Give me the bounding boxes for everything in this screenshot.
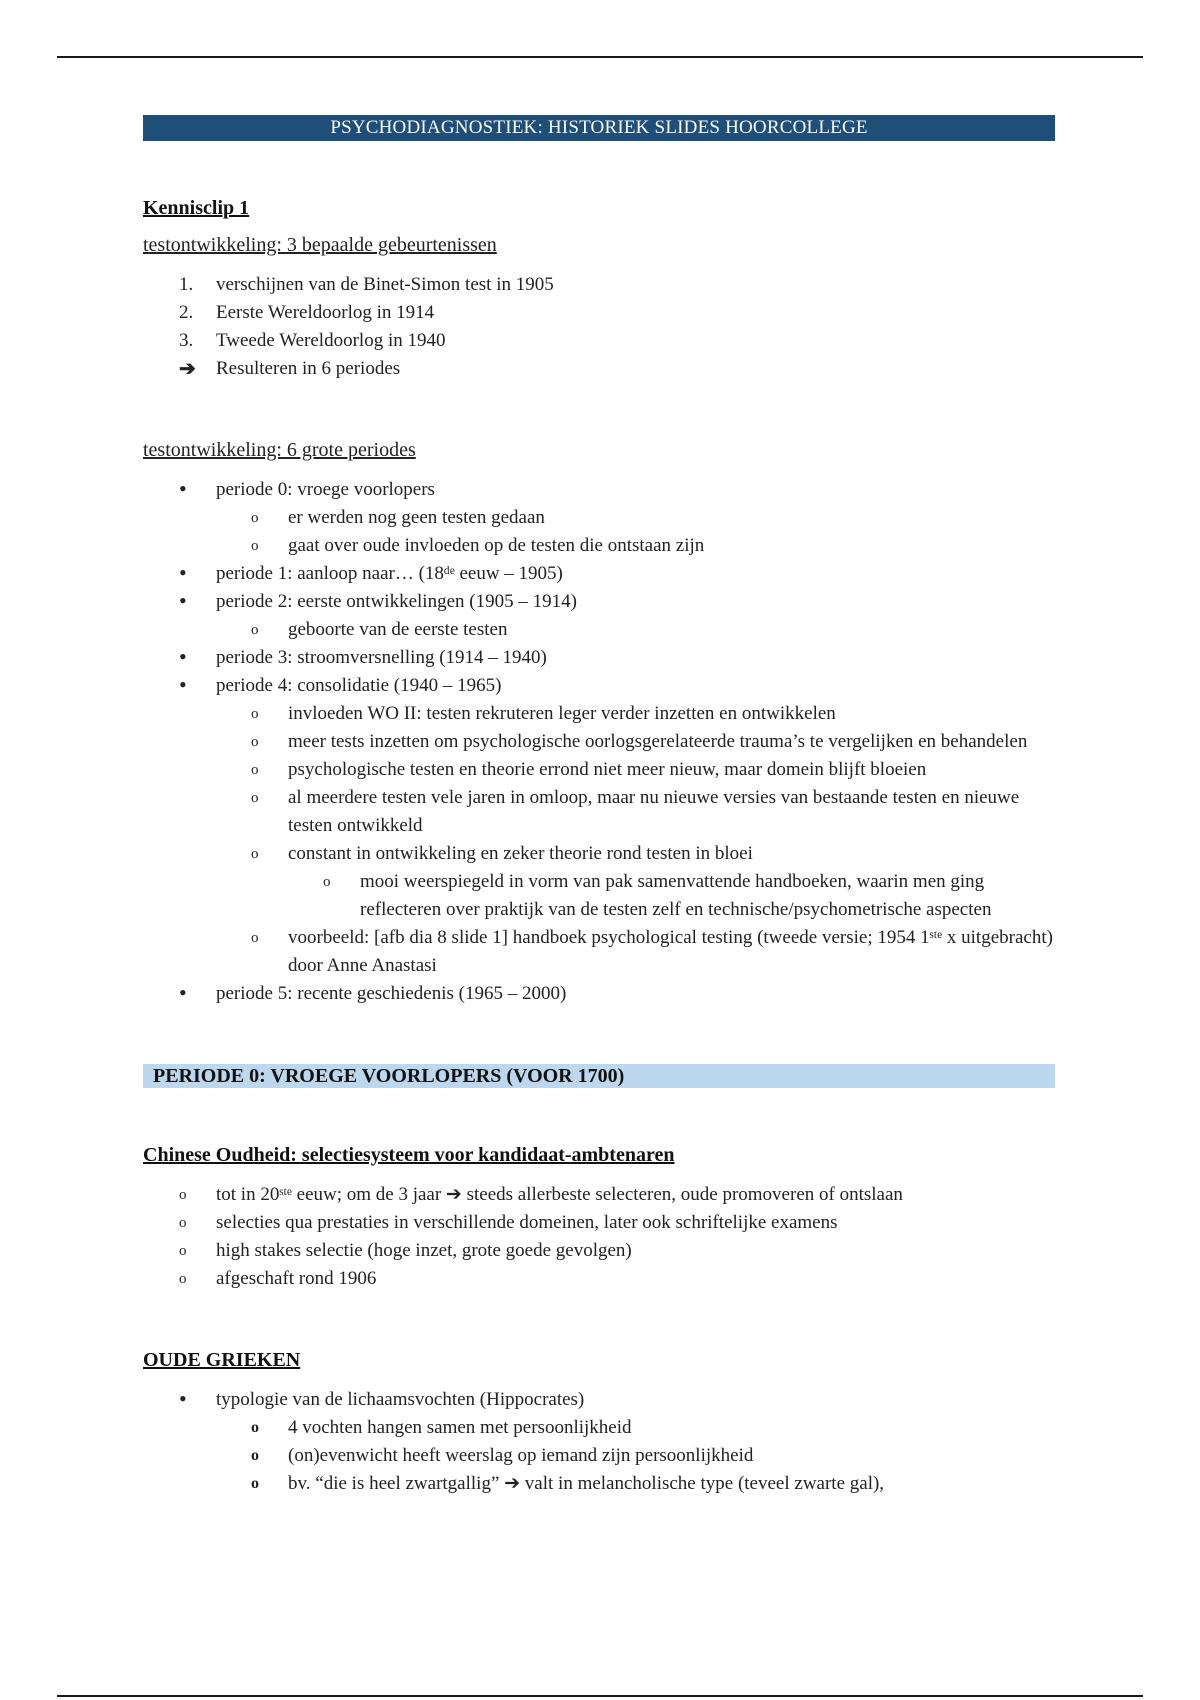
circle-bullet-icon: o (251, 538, 259, 554)
circle-bullet-icon: o (179, 1187, 187, 1203)
circle-bullet-icon: o (251, 790, 259, 806)
circle-bullet-icon: o (251, 1475, 259, 1492)
list-item: o (on)evenwicht heeft weerslag op iemand zijn persoonlijkheid (143, 1442, 1055, 1470)
periods-heading: testontwikkeling: 6 grote periodes (143, 439, 416, 461)
circle-bullet-icon: o (251, 846, 259, 862)
list-item: o al meerdere testen vele jaren in omloop, maar nu nieuwe versies van bestaande testen en nieuwe testen ontwikkeld (143, 784, 1055, 840)
circle-bullet-icon: o (251, 622, 259, 638)
grieken-list (143, 1386, 1055, 1498)
circle-bullet-icon: o (251, 510, 259, 526)
list-item: o er werden nog geen testen gedaan (143, 504, 1055, 532)
list-item: • periode 4: consolidatie (1940 – 1965) (179, 672, 502, 697)
list-item: o tot in 20ˢᵗᵉ eeuw; om de 3 jaar ➔ steeds allerbeste selecteren, oude promoveren of ontslaan (143, 1181, 1055, 1209)
top-rule (57, 56, 1143, 58)
list-item: • periode 1: aanloop naar… (18ᵈᵉ eeuw – 1905) (179, 560, 563, 585)
list-item: o geboorte van de eerste testen (143, 616, 1055, 644)
bullet-icon: • (179, 672, 187, 697)
list-item: o psychologische testen en theorie errond niet meer nieuw, maar domein blijft bloeien (143, 756, 1055, 784)
circle-bullet-icon: o (251, 734, 259, 750)
circle-bullet-icon: o (251, 930, 259, 946)
list-item: o meer tests inzetten om psychologische oorlogsgerelateerde trauma’s te vergelijken en behandelen (143, 728, 1055, 756)
list-item: o invloeden WO II: testen rekruteren leger verder inzetten en ontwikkelen (143, 700, 1055, 728)
circle-bullet-icon: o (179, 1243, 187, 1259)
periods-list (143, 476, 1055, 1008)
list-item: o voorbeeld: [afb dia 8 slide 1] handboek psychological testing (tweede versie; 1954 1ˢᵗᵉ x uitgebracht) door Anne Anastasi (143, 924, 1055, 980)
title-banner: PSYCHODIAGNOSTIEK: HISTORIEK SLIDES HOORCOLLEGE (143, 115, 1055, 141)
list-number: 3. (179, 330, 194, 351)
list-number: 2. (179, 302, 194, 323)
circle-bullet-icon: o (323, 874, 331, 890)
list-item: o constant in ontwikkeling en zeker theorie rond testen in bloei (143, 840, 1055, 868)
events-heading: testontwikkeling: 3 bepaalde gebeurtenissen (143, 234, 497, 256)
list-item: 3. Tweede Wereldoorlog in 1940 (143, 327, 1055, 355)
grieken-heading: OUDE GRIEKEN (143, 1349, 301, 1371)
chinese-list (143, 1181, 1055, 1293)
list-item: • typologie van de lichaamsvochten (Hippocrates) (179, 1386, 585, 1411)
list-number: 1. (179, 274, 194, 295)
chinese-heading: Chinese Oudheid: selectiesysteem voor kandidaat-ambtenaren (143, 1144, 675, 1166)
bullet-icon: • (179, 588, 187, 613)
circle-bullet-icon: o (251, 762, 259, 778)
periode0-banner: PERIODE 0: VROEGE VOORLOPERS (VOOR 1700) (143, 1064, 1055, 1088)
list-item: o gaat over oude invloeden op de testen die ontstaan zijn (143, 532, 1055, 560)
list-item: o bv. “die is heel zwartgallig” ➔ valt in melancholische type (teveel zwarte gal), (143, 1470, 1055, 1498)
bottom-rule (57, 1695, 1143, 1697)
bullet-icon: • (179, 476, 187, 501)
bullet-icon: • (179, 644, 187, 669)
list-item: • periode 5: recente geschiedenis (1965 – 2000) (179, 980, 567, 1005)
list-item: o selecties qua prestaties in verschillende domeinen, later ook schriftelijke examens (143, 1209, 1055, 1237)
list-item: o mooi weerspiegeld in vorm van pak samenvattende handboeken, waarin men ging reflecteren over praktijk van de testen zelf en technische/psychometrische aspecten (143, 868, 1055, 924)
list-item: o high stakes selectie (hoge inzet, grote goede gevolgen) (143, 1237, 1055, 1265)
circle-bullet-icon: o (179, 1215, 187, 1231)
kennisclip-heading: Kennisclip 1 (143, 197, 250, 219)
circle-bullet-icon: o (251, 706, 259, 722)
bullet-icon: • (179, 560, 187, 585)
list-item: o afgeschaft rond 1906 (143, 1265, 1055, 1293)
list-item: • periode 3: stroomversnelling (1914 – 1940) (179, 644, 547, 669)
list-item: 1. verschijnen van de Binet-Simon test in 1905 (143, 271, 1055, 299)
document-body (143, 115, 1055, 1498)
circle-bullet-icon: o (179, 1271, 187, 1287)
arrow-icon: ➔ (179, 358, 196, 380)
events-list (143, 271, 1055, 383)
list-item: 2. Eerste Wereldoorlog in 1914 (143, 299, 1055, 327)
circle-bullet-icon: o (251, 1447, 259, 1464)
circle-bullet-icon: o (251, 1419, 259, 1436)
list-item: o 4 vochten hangen samen met persoonlijkheid (143, 1414, 1055, 1442)
bullet-icon: • (179, 980, 187, 1005)
list-item: • periode 0: vroege voorlopers (179, 476, 435, 501)
list-item: • periode 2: eerste ontwikkelingen (1905 – 1914) (179, 588, 577, 613)
result-item: ➔ Resulteren in 6 periodes (143, 355, 1055, 383)
bullet-icon: • (179, 1386, 187, 1411)
